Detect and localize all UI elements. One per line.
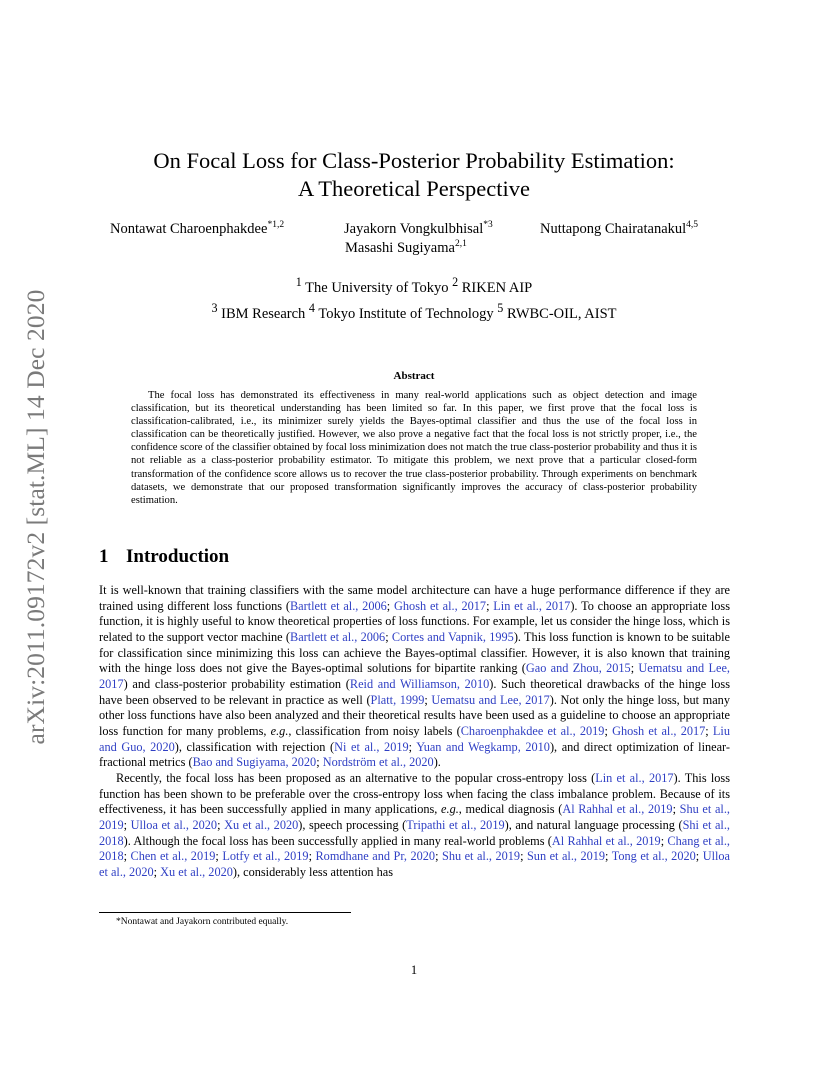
italic-text: e.g. bbox=[270, 723, 289, 738]
citation-link[interactable]: Charoenphakdee et al., 2019 bbox=[460, 723, 605, 738]
text-run: ). This loss function has been shown to be preferable over the cross-entropy loss when facing the class imbalance problem. Because of its effectiveness, it has been successfully applied in many applications, bbox=[99, 770, 730, 817]
text-run: ; bbox=[605, 849, 612, 864]
affiliation-name: IBM Research bbox=[221, 305, 306, 322]
citation-link[interactable]: Bartlett et al., 2006 bbox=[289, 598, 387, 613]
text-run: ), and direct optimization of linear-fractional metrics ( bbox=[99, 739, 731, 770]
author-affiliation-marker: 4,5 bbox=[686, 220, 699, 230]
text-run: ; bbox=[520, 849, 527, 864]
citation-link[interactable]: Uematsu and Lee, 2017 bbox=[431, 692, 550, 707]
text-run: ), considerably less attention has bbox=[232, 864, 394, 879]
citation-link[interactable]: Lin et al., 2017 bbox=[493, 598, 571, 613]
author-affiliation-marker: *3 bbox=[483, 220, 493, 230]
citation-link[interactable]: Chen et al., 2019 bbox=[130, 849, 216, 864]
affiliation-marker: 1 bbox=[295, 275, 302, 289]
text-run: , classification from noisy labels ( bbox=[288, 723, 461, 738]
affiliation-name: RIKEN AIP bbox=[461, 279, 533, 296]
citation-link[interactable]: Lin et al., 2017 bbox=[595, 770, 674, 785]
affiliation-name: Tokyo Institute of Technology bbox=[318, 305, 494, 322]
citation-link[interactable]: Romdhane and Pr, 2020 bbox=[315, 849, 436, 864]
text-run: ; bbox=[316, 755, 323, 770]
paragraph bbox=[99, 583, 730, 771]
text-run: ; bbox=[386, 598, 395, 613]
author-name: Nuttapong Chairatanakul bbox=[540, 220, 687, 237]
abstract-text: The focal loss has demonstrated its effectiveness in many real-world applications such as object detection and image classification, but its theoretical understanding has been limited so far. In this paper, we first prove that the focal loss is classification-calibrated, i.e., its minimizer surely yields the Bayes-optimal classifier and thus the use of the focal loss in classification can be theoretically justified. However, we also prove a negative fact that the focal loss is not strictly proper, i.e., the confidence score of the classifier obtained by focal loss minimization does not match the true class-posterior probability and thus it is not reliable as a class-posterior probability estimator. To mitigate this problem, we next prove that a particular closed-form transformation of the confidence score allows us to recover the true class-posterior probability. Through experiments on benchmark datasets, we demonstrate that our proposed transformation significantly improves the accuracy of class-posterior probability estimation. bbox=[131, 390, 697, 506]
text-run: ). This loss function is known to be suitable for classification since minimizing this loss can achieve the Bayes-optimal classifier. However, it is also known that training with the hinge loss does not give the Bayes-optimal solutions for bipartite ranking ( bbox=[99, 629, 730, 676]
citation-link[interactable]: Ghosh et al., 2017 bbox=[394, 598, 487, 613]
italic-text: e.g. bbox=[441, 802, 459, 817]
page-number: 1 bbox=[410, 963, 418, 977]
affiliation-name: RWBC-OIL, AIST bbox=[506, 305, 617, 322]
author-affiliation-marker: *1,2 bbox=[267, 220, 285, 230]
text-run: ; bbox=[123, 817, 131, 832]
citation-link[interactable]: Shu et al., 2019 bbox=[99, 802, 730, 832]
section-title: Introduction bbox=[126, 546, 230, 567]
citation-link[interactable]: Xu et al., 2020 bbox=[160, 864, 233, 879]
abstract-heading: Abstract bbox=[393, 370, 435, 382]
citation-link[interactable]: Sun et al., 2019 bbox=[526, 849, 606, 864]
author-name: Jayakorn Vongkulbhisal bbox=[344, 220, 484, 237]
citation-link[interactable]: Ni et al., 2019 bbox=[334, 739, 409, 754]
citation-link[interactable]: Shi et al., 2018 bbox=[99, 817, 730, 848]
text-run: ) and class-posterior probability estimation ( bbox=[123, 676, 350, 691]
citation-link[interactable]: Bartlett et al., 2006 bbox=[290, 629, 386, 644]
affiliation-name: The University of Tokyo bbox=[305, 279, 449, 296]
author-name: Nontawat Charoenphakdee bbox=[110, 220, 268, 237]
citation-link[interactable]: Uematsu and Lee, 2017 bbox=[99, 661, 731, 691]
text-run: ; bbox=[215, 849, 223, 864]
affiliation-marker: 3 bbox=[211, 300, 218, 315]
citation-link[interactable]: Ulloa et al., 2020 bbox=[99, 849, 731, 879]
text-run: ; bbox=[705, 723, 713, 738]
author-3 bbox=[540, 220, 698, 238]
citation-link[interactable]: Al Rahhal et al., 2019 bbox=[551, 833, 661, 848]
citation-link[interactable]: Liu and Guo, 2020 bbox=[99, 723, 730, 754]
text-run: ; bbox=[408, 739, 417, 754]
footnote-divider bbox=[99, 912, 351, 913]
text-run: ; bbox=[435, 849, 442, 864]
paragraph bbox=[99, 771, 730, 881]
author-1 bbox=[110, 220, 284, 238]
text-run: ). Although the focal loss has been successfully applied in many real-world problems ( bbox=[123, 833, 552, 848]
text-run: ). Such theoretical drawbacks of the hinge loss have been observed to be relevant in practice as well ( bbox=[99, 676, 730, 707]
citation-link[interactable]: Chang et al., 2018 bbox=[99, 833, 730, 864]
text-run: ; bbox=[217, 817, 225, 832]
affiliation-marker: 2 bbox=[452, 275, 459, 289]
text-run: ; bbox=[486, 598, 494, 613]
citation-link[interactable]: Nordström et al., 2020 bbox=[322, 755, 434, 770]
citation-link[interactable]: Xu et al., 2020 bbox=[224, 817, 299, 832]
affiliation-line-1 bbox=[0, 272, 828, 298]
text-run: It is well-known that training classifiers with the same model architecture can have a huge performance difference if they are trained using different loss functions ( bbox=[99, 583, 730, 613]
paper-title bbox=[0, 147, 828, 203]
title-line-2: A Theoretical Perspective bbox=[298, 176, 530, 201]
author-2 bbox=[344, 220, 493, 238]
author-affiliation-marker: 2,1 bbox=[454, 239, 467, 249]
text-run: ; bbox=[385, 629, 392, 644]
text-run: ), and natural language processing ( bbox=[504, 817, 683, 832]
citation-link[interactable]: Tong et al., 2020 bbox=[611, 849, 696, 864]
citation-link[interactable]: Cortes and Vapnik, 1995 bbox=[391, 629, 514, 644]
author-4 bbox=[345, 239, 467, 257]
text-run: Recently, the focal loss has been proposed as an alternative to the popular cross-entropy loss ( bbox=[116, 770, 596, 785]
citation-link[interactable]: Lotfy et al., 2019 bbox=[222, 849, 309, 864]
section-number: 1 bbox=[99, 546, 109, 567]
citation-link[interactable]: Al Rahhal et al., 2019 bbox=[562, 802, 673, 817]
text-run: ; bbox=[308, 849, 316, 864]
citation-link[interactable]: Ulloa et al., 2020 bbox=[130, 817, 218, 832]
text-run: ; bbox=[604, 723, 613, 738]
author-name: Masashi Sugiyama bbox=[345, 239, 455, 256]
affiliation-marker: 5 bbox=[497, 300, 504, 315]
text-run: ). bbox=[433, 755, 441, 770]
text-run: ). To choose an appropriate loss function, it is highly useful to know theoretical properties of loss functions. For example, let us consider the hinge loss, which is related to the support vector machine ( bbox=[99, 598, 731, 644]
affiliation-line-2 bbox=[0, 298, 828, 324]
section-heading bbox=[99, 546, 229, 568]
text-run: ; bbox=[153, 864, 161, 879]
citation-link[interactable]: Yuan and Wegkamp, 2010 bbox=[416, 739, 550, 754]
citation-link[interactable]: Reid and Williamson, 2010 bbox=[349, 676, 490, 691]
title-line-1: On Focal Loss for Class-Posterior Probability Estimation: bbox=[153, 148, 675, 173]
body-text bbox=[99, 583, 730, 880]
text-run: ; bbox=[672, 802, 680, 817]
citation-link[interactable]: Bao and Sugiyama, 2020 bbox=[192, 755, 317, 770]
text-run: ). Not only the hinge loss, but many other loss functions have also been analyzed and their theoretical results have been used as a guideline to choose an appropriate loss function for many problems, bbox=[99, 692, 730, 738]
text-run: ; bbox=[123, 849, 131, 864]
citation-link[interactable]: Shu et al., 2019 bbox=[441, 849, 521, 864]
footnote: *Nontawat and Jayakorn contributed equally. bbox=[116, 917, 289, 927]
text-run: ; bbox=[630, 661, 639, 676]
affiliations bbox=[0, 272, 828, 324]
text-run: ; bbox=[424, 692, 432, 707]
affiliation-marker: 4 bbox=[308, 300, 315, 315]
text-run: ), speech processing ( bbox=[298, 817, 407, 832]
text-run: ; bbox=[695, 849, 703, 864]
text-run: ; bbox=[660, 833, 668, 848]
arxiv-stamp-text: arXiv:2011.09172v2 [stat.ML] 14 Dec 2020 bbox=[21, 289, 50, 745]
citation-link[interactable]: Ghosh et al., 2017 bbox=[612, 723, 706, 738]
text-run: , medical diagnosis ( bbox=[458, 802, 563, 817]
citation-link[interactable]: Platt, 1999 bbox=[370, 692, 425, 707]
arxiv-identifier-stamp bbox=[21, 282, 51, 752]
citation-link[interactable]: Tripathi et al., 2019 bbox=[406, 817, 505, 832]
text-run: ), classification with rejection ( bbox=[174, 739, 335, 754]
citation-link[interactable]: Gao and Zhou, 2015 bbox=[525, 661, 631, 676]
